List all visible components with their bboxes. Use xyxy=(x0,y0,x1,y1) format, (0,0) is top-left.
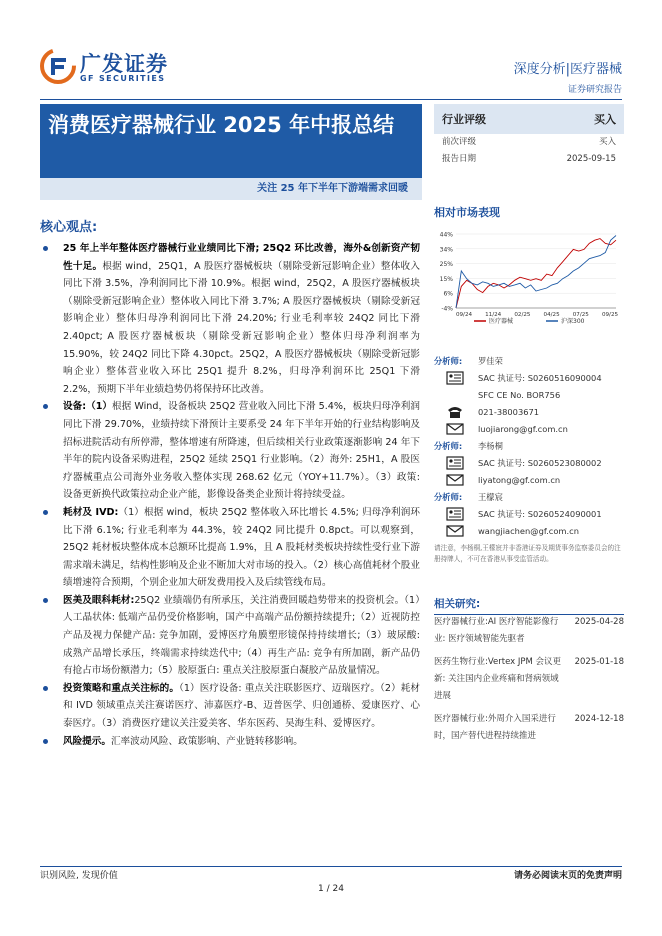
core-view-paragraph xyxy=(40,240,420,398)
company-logo xyxy=(40,48,190,88)
core-view-paragraph xyxy=(40,398,420,504)
core-view-lead: 医美及眼科耗材: xyxy=(63,594,135,606)
page-number: 1 / 24 xyxy=(318,884,344,894)
chart-y-tick-label: 25% xyxy=(439,261,453,269)
related-research-title[interactable]: 医药生物行业:Vertex JPM 会议更新: 关注国内企业疼痛和肾病领域进展 xyxy=(434,657,562,701)
related-research-date: 2025-01-18 xyxy=(574,657,624,667)
footer-disclaimer: 请务必阅读末页的免责声明 xyxy=(513,871,622,881)
analyst-sac-number: SAC 执证号: S0260516090004 xyxy=(478,372,602,383)
related-research-title[interactable]: 医疗器械行业:AI 医疗智能影像行业: 医疗领域智能先驱者 xyxy=(434,617,559,644)
phone-icon xyxy=(434,405,478,419)
analyst-ce-number: SFC CE No. BOR756 xyxy=(478,389,561,400)
analyst-name-row xyxy=(434,488,624,505)
analyst-name: 王檬宸 xyxy=(478,491,503,502)
report-date-label: 报告日期 xyxy=(442,154,477,164)
email-icon xyxy=(434,524,478,538)
chart-x-tick-label: 02/25 xyxy=(514,312,531,318)
analyst-label: 分析师: xyxy=(434,440,463,451)
analyst-email[interactable]: luojiarong@gf.com.cn xyxy=(478,423,568,434)
analyst-name-row xyxy=(434,437,624,454)
analyst-name: 李杨桐 xyxy=(478,440,503,451)
logo-text-en: GF SECURITIES xyxy=(80,74,166,83)
rating-box xyxy=(434,104,624,168)
report-date-row xyxy=(434,151,624,168)
chart-legend-label: 沪深300 xyxy=(561,318,585,325)
related-research-item[interactable] xyxy=(434,654,624,705)
chart-x-tick-label: 11/24 xyxy=(485,312,502,318)
analyst-ce-number-row xyxy=(434,386,624,403)
related-research-title[interactable]: 医疗器械行业:外周介入国采进行时，国产替代进程持续推进 xyxy=(434,714,556,741)
page-header xyxy=(0,0,662,100)
analyst-sac-number-row xyxy=(434,369,624,386)
report-title: 消费医疗器械行业 2025 年中报总结 xyxy=(40,104,422,178)
chart-x-tick-label: 04/25 xyxy=(543,312,560,318)
analyst-email-row xyxy=(434,420,624,437)
core-view-lead: 25 年上半年整体医疗器械行业业绩同比下滑; 25Q2 环比改善，海外&创新资产韧性十足。 xyxy=(63,243,420,272)
analyst-sac-number-row xyxy=(434,454,624,471)
footer-slogan: 识别风险, 发现价值 xyxy=(40,871,118,881)
core-view-text: 25Q2 业绩端仍有所承压，关注消费回暖趋势带来的投资机会。（1）人工晶状体: 低端产品仍受价格影响，国产中高端产品份额持续提升;（2）近视防控产品及视力保健产品: 竞争加剧，爱博医疗角膜塑形镜保持持续增长;（3）玻尿酸: 成熟产品增长承压，终端需求持续迭代中;（4）再生产品: 竞争有所加剧，新产品仍有抢占市场份额潜力;（5）胶原蛋白: 重点关注胶原蛋白凝胶产品放量情况。 xyxy=(63,594,420,677)
analyst-sac-number: SAC 执证号: S0260524090001 xyxy=(478,508,602,519)
chart-legend-label: 医疗器械 xyxy=(489,318,514,325)
related-research-item[interactable] xyxy=(434,614,624,648)
market-performance-heading: 相对市场表现 xyxy=(434,206,500,219)
analyst-license-note: 请注意，李杨桐,王檬宸并非香港证券及期货事务监察委员会的注册持牌人，不可在香港从事受监管活动。 xyxy=(434,544,621,563)
email-icon xyxy=(434,473,478,487)
rating-value: 买入 xyxy=(594,113,616,126)
certificate-icon xyxy=(434,371,478,385)
analyst-sac-number-row xyxy=(434,505,624,522)
analyst-email-row xyxy=(434,522,624,539)
core-views-body xyxy=(40,240,420,750)
email-icon xyxy=(434,422,478,436)
analyst-phone-row xyxy=(434,403,624,420)
core-view-text: 根据 Wind，设备板块 25Q2 营业收入同比下滑 5.4%，板块归母净利润同比下滑 29.70%，业绩持续下滑预计主要系受 24 年下半年开始的行业结构影响及招标进院活动有所停滞，整体增速有所降速，但后续相关行业政策逐渐影响 24 年下半年的院内设备采购进程，25Q2 延续 25Q1 行业影响。（2）海外: 25H1，A 股医疗器械重点公司海外业务收入整体实现 268.62 亿元（YOY+11.7%）。（3）政策: 设备更新换代政策拉动企业产能，影像设备类企业预计将持续受益。 xyxy=(63,401,420,501)
core-view-lead: 风险提示。 xyxy=(63,735,111,747)
related-research-date: 2025-04-28 xyxy=(574,617,624,627)
core-view-text: 汇率波动风险、政策影响、产业链转移影响。 xyxy=(110,735,303,747)
core-view-paragraph xyxy=(40,733,420,751)
previous-rating-label: 前次评级 xyxy=(442,137,477,147)
header-right xyxy=(514,58,622,95)
report-date-value: 2025-09-15 xyxy=(566,154,616,164)
analyst-email[interactable]: wangjiachen@gf.com.cn xyxy=(478,525,579,536)
report-section: 深度分析|医疗器械 xyxy=(513,62,622,77)
previous-rating-value: 买入 xyxy=(598,137,616,147)
core-view-text: 根据 wind，25Q1，A 股医疗器械板块（剔除受新冠影响企业）整体收入同比下滑 3.5%，净利润同比下滑 10.9%。根据 wind，25Q2，A 股医疗器械板块（剔除受新冠影响企业）整体收入同比下滑 3.7%; A 股医疗器械板块（剔除受新冠影响企业）整体归母净利润同比下滑 24.20%; 行业毛利率较 24Q2 同比下滑 2.40pct; A 股医疗器械板块（剔除受新冠影响企业）整体归母净利润率为 15.90%，较 24Q2 同比下降 4.30pct。25Q2，A 股医疗器械板块（剔除受新冠影响企业）整体营业收入环比 25Q1 提升 8.2%，归母净利润环比 25Q1 下滑 2.2%，预期下半年业绩趋势仍将保持环比改善。 xyxy=(63,260,420,395)
footer-divider xyxy=(40,866,622,867)
related-research-item[interactable] xyxy=(434,711,624,745)
rating-label: 行业评级 xyxy=(442,113,486,126)
logo-text-cn: 广发证券 xyxy=(80,52,168,76)
market-performance-chart xyxy=(434,222,624,340)
core-view-lead: 投资策略和重点关注标的。 xyxy=(63,682,179,694)
analyst-sac-number: SAC 执证号: S0260523080002 xyxy=(478,457,602,468)
chart-x-tick-label: 09/25 xyxy=(601,312,619,318)
chart-x-tick-label: 07/25 xyxy=(572,312,589,318)
core-view-text: （1）根据 wind，板块 25Q2 整体收入环比增长 4.5%; 归母净利润环比下滑 6.1%; 行业毛利率为 44.3%，较 24Q2 同比提升 0.8pct。可以观察到，25Q2 耗材板块整体成本总额环比提高 1.9%，且 A 股耗材类板块持续性受行业下游需求端未满足，结构性影响及企业不断加大对市场的投入。（2）核心高值耗材个股业绩增速符合预期，个别企业加大研发费用投入及后续管线布局。 xyxy=(63,506,420,589)
analyst-email-row xyxy=(434,471,624,488)
certificate-icon xyxy=(434,456,478,470)
analyst-label: 分析师: xyxy=(434,491,463,502)
analyst-email[interactable]: liyatong@gf.com.cn xyxy=(478,474,561,485)
analyst-info xyxy=(434,352,624,565)
chart-y-tick-label: 34% xyxy=(439,246,453,254)
analyst-name-row xyxy=(434,352,624,369)
report-subtitle: 关注 25 年下半年下游端需求回暖 xyxy=(40,178,422,200)
related-research-date: 2024-12-18 xyxy=(574,714,624,724)
chart-y-tick-label: 15% xyxy=(439,275,453,283)
core-view-lead: 耗材及 IVD: xyxy=(63,506,119,518)
core-views-heading: 核心观点: xyxy=(40,220,98,235)
related-research-list xyxy=(434,614,624,751)
core-view-text: （1）医疗设备: 重点关注联影医疗、迈瑞医疗。（2）耗材和 IVD 领域重点关注赛诺医疗、沛嘉医疗-B、迈普医学、归创通桥、爱康医疗、心泰医疗。（3）消费医疗建议关注爱美客、华东医药、昊海生科、爱博医疗。 xyxy=(63,682,421,730)
core-view-paragraph xyxy=(40,680,420,733)
core-view-paragraph xyxy=(40,592,420,680)
chart-y-tick-label: -4% xyxy=(441,305,453,313)
chart-y-tick-label: 6% xyxy=(443,290,453,298)
core-view-lead: 设备:（1） xyxy=(63,401,113,413)
gf-logo-icon xyxy=(40,48,76,84)
rating-header xyxy=(434,104,624,134)
core-view-paragraph xyxy=(40,504,420,592)
certificate-icon xyxy=(434,507,478,521)
analyst-phone: 021-38003671 xyxy=(478,406,540,417)
analyst-name: 罗佳荣 xyxy=(478,355,503,366)
chart-y-tick-label: 44% xyxy=(439,231,453,239)
previous-rating-row xyxy=(434,134,624,151)
header-divider xyxy=(40,99,622,100)
related-research-heading: 相关研究: xyxy=(434,596,624,615)
analyst-label: 分析师: xyxy=(434,355,463,366)
chart-series-line xyxy=(456,236,616,309)
chart-x-tick-label: 09/24 xyxy=(455,312,473,318)
report-type: 证券研究报告 xyxy=(567,85,622,95)
